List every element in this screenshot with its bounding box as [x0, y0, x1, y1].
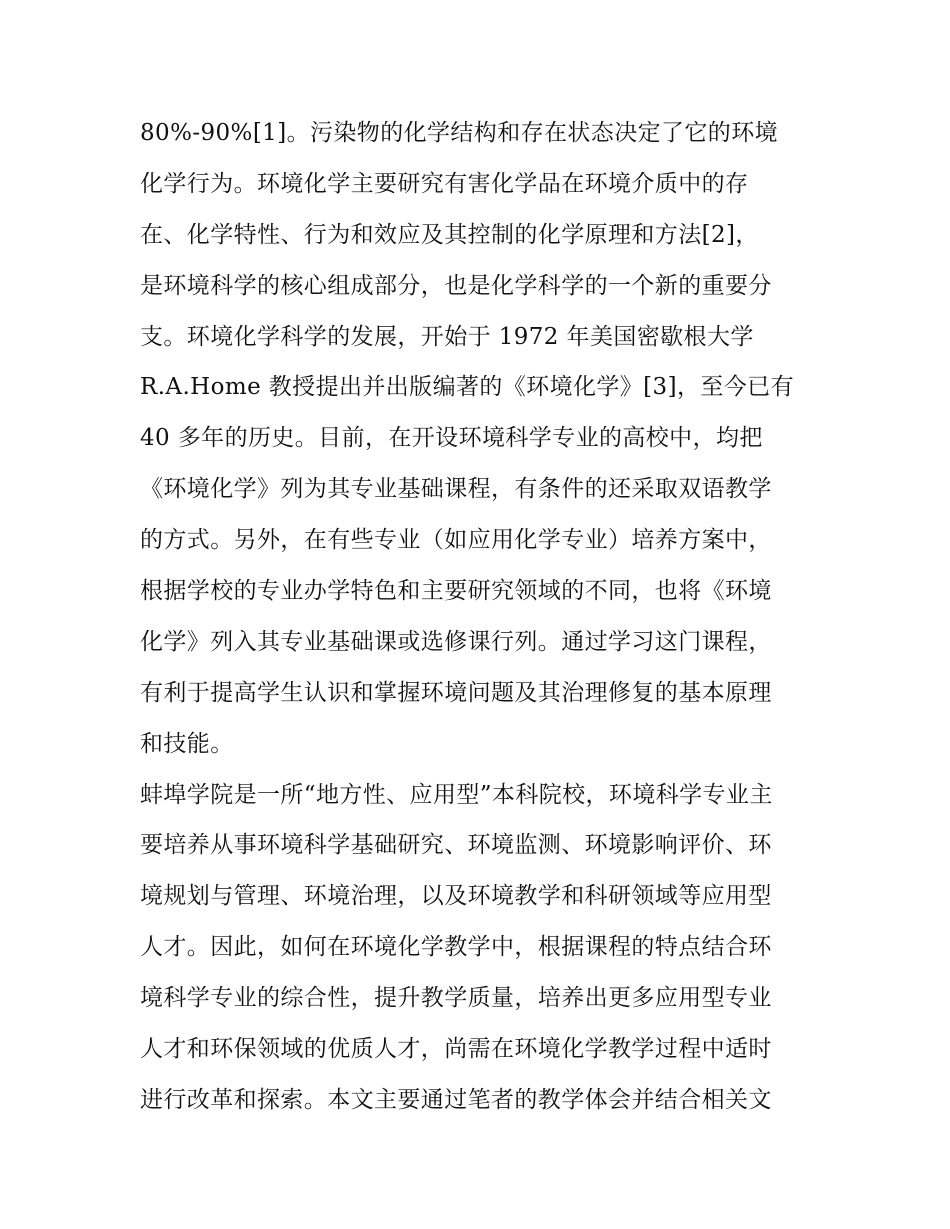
text-line: 有利于提高学生认识和掌握环境问题及其治理修复的基本原理 [140, 679, 772, 706]
text-line: 要培养从事环境科学基础研究、环境监测、环境影响评价、环 [140, 832, 772, 859]
text-line: 和技能。 [140, 730, 234, 757]
text-line: 80%-90%[1]。污染物的化学结构和存在状态决定了它的环境 [140, 120, 778, 146]
text-line: 支。环境化学科学的发展，开始于 1972 年美国密歇根大学 [140, 323, 754, 350]
text-line: 在、化学特性、行为和效应及其控制的化学原理和方法[2]， [140, 221, 759, 248]
text-line: R.A.Home 教授提出并出版编著的《环境化学》[3]，至今已有 [140, 374, 794, 401]
text-line: 是环境科学的核心组成部分，也是化学科学的一个新的重要分 [140, 272, 772, 299]
body-text [140, 108, 820, 1126]
text-line: 人才。因此，如何在环境化学教学中，根据课程的特点结合环 [140, 934, 772, 961]
text-line: 40 多年的历史。目前，在开设环境科学专业的高校中，均把 [140, 425, 763, 452]
text-line: 根据学校的专业办学特色和主要研究领域的不同，也将《环境 [140, 578, 772, 605]
text-line: 蚌埠学院是一所“地方性、应用型”本科院校，环境科学专业主 [140, 781, 773, 808]
text-line: 《环境化学》列为其专业基础课程，有条件的还采取双语教学 [140, 476, 772, 503]
text-line: 化学行为。环境化学主要研究有害化学品在环境介质中的存 [140, 170, 749, 197]
text-line: 境规划与管理、环境治理，以及环境教学和科研领域等应用型 [140, 883, 772, 910]
text-line: 境科学专业的综合性，提升教学质量，培养出更多应用型专业 [140, 985, 772, 1012]
text-line: 的方式。另外，在有些专业（如应用化学专业）培养方案中， [140, 527, 772, 554]
text-line: 化学》列入其专业基础课或选修课行列。通过学习这门课程， [140, 628, 772, 655]
text-line: 人才和环保领域的优质人才，尚需在环境化学教学过程中适时 [140, 1036, 772, 1063]
text-line: 进行改革和探索。本文主要通过笔者的教学体会并结合相关文 [140, 1086, 772, 1113]
